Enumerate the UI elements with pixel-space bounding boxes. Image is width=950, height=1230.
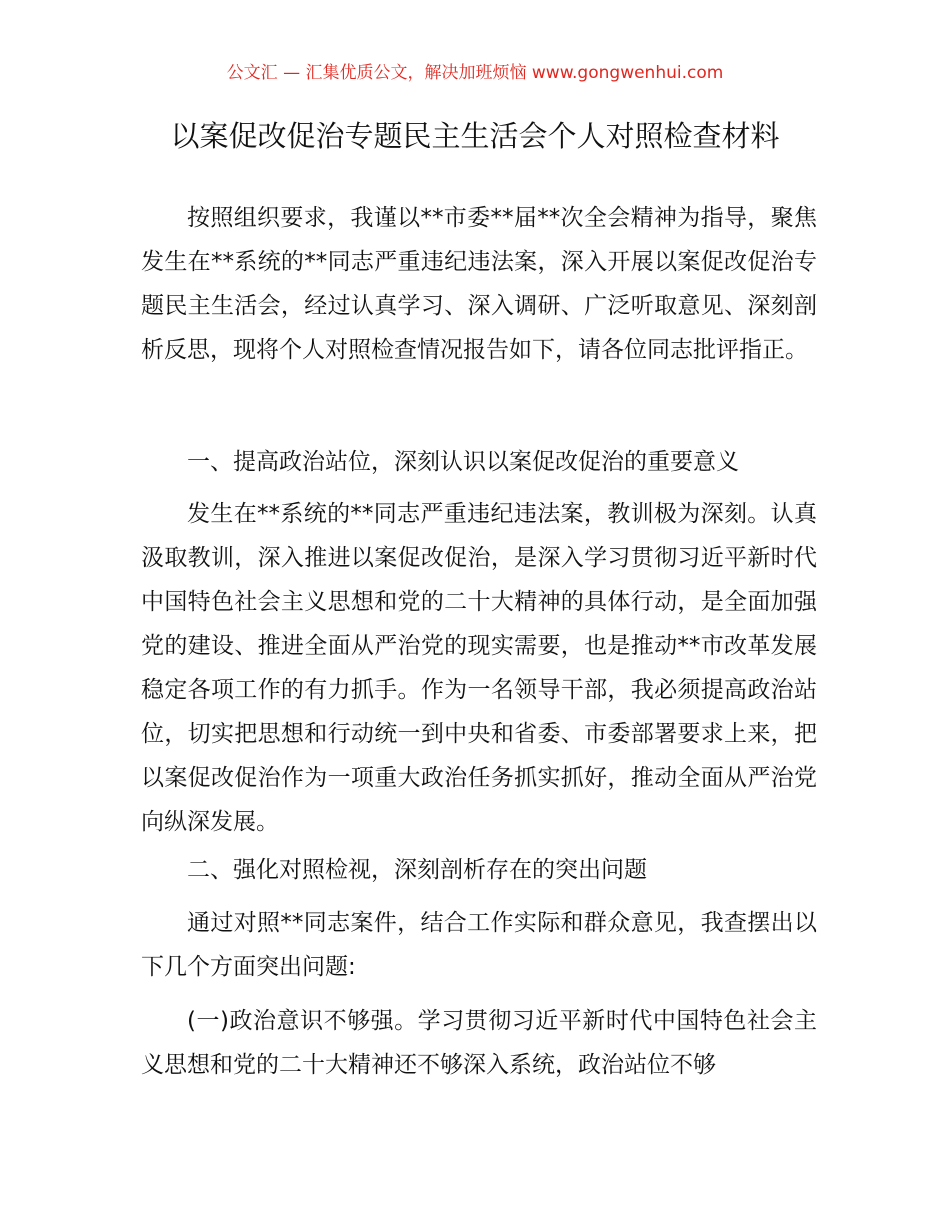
document-title: 以案促改促治专题民主生活会个人对照检查材料 (170, 119, 780, 153)
intro-paragraph (141, 196, 817, 372)
section-2-item-1-text: (一)政治意识不够强。学习贯彻习近平新时代中国特色社会主义思想和党的二十大精神还不够深入系统，政治站位不够 (141, 1008, 817, 1078)
intro-text: 按照组织要求，我谨以**市委**届**次全会精神为指导，聚焦发生在**系统的**同志严重违纪违法案，深入开展以案促改促治专题民主生活会，经过认真学习、深入调研、广泛听取意见、深刻剖析反思，现将个人对照检查情况报告如下，请各位同志批评指正。 (141, 205, 817, 363)
site-banner: 公文汇 — 汇集优质公文，解决加班烦恼 www.gongwenhui.com (226, 63, 724, 83)
section-1-heading-text: 一、提高政治站位，深刻认识以案促改促治的重要意义 (187, 449, 739, 475)
section-1-body-text: 发生在**系统的**同志严重违纪违法案，教训极为深刻。认真汲取教训，深入推进以案促改促治，是深入学习贯彻习近平新时代中国特色社会主义思想和党的二十大精神的具体行动，是全面加强党的建设、推进全面从严治党的现实需要，也是推动**市改革发展稳定各项工作的有力抓手。作为一名领导干部，我必须提高政治站位，切实把思想和行动统一到中央和省委、市委部署要求上来，把以案促改促治作为一项重大政治任务抓实抓好，推动全面从严治党向纵深发展。 (141, 501, 817, 835)
section-2-intro-text: 通过对照**同志案件，结合工作实际和群众意见，我查摆出以下几个方面突出问题: (141, 910, 817, 980)
section-1-heading (141, 440, 817, 484)
section-2-intro (141, 901, 817, 989)
section-1-body (141, 492, 817, 844)
section-2-item-1 (141, 999, 817, 1087)
section-2-heading (141, 848, 817, 892)
section-2-heading-text: 二、强化对照检视，深刻剖析存在的突出问题 (187, 857, 647, 883)
